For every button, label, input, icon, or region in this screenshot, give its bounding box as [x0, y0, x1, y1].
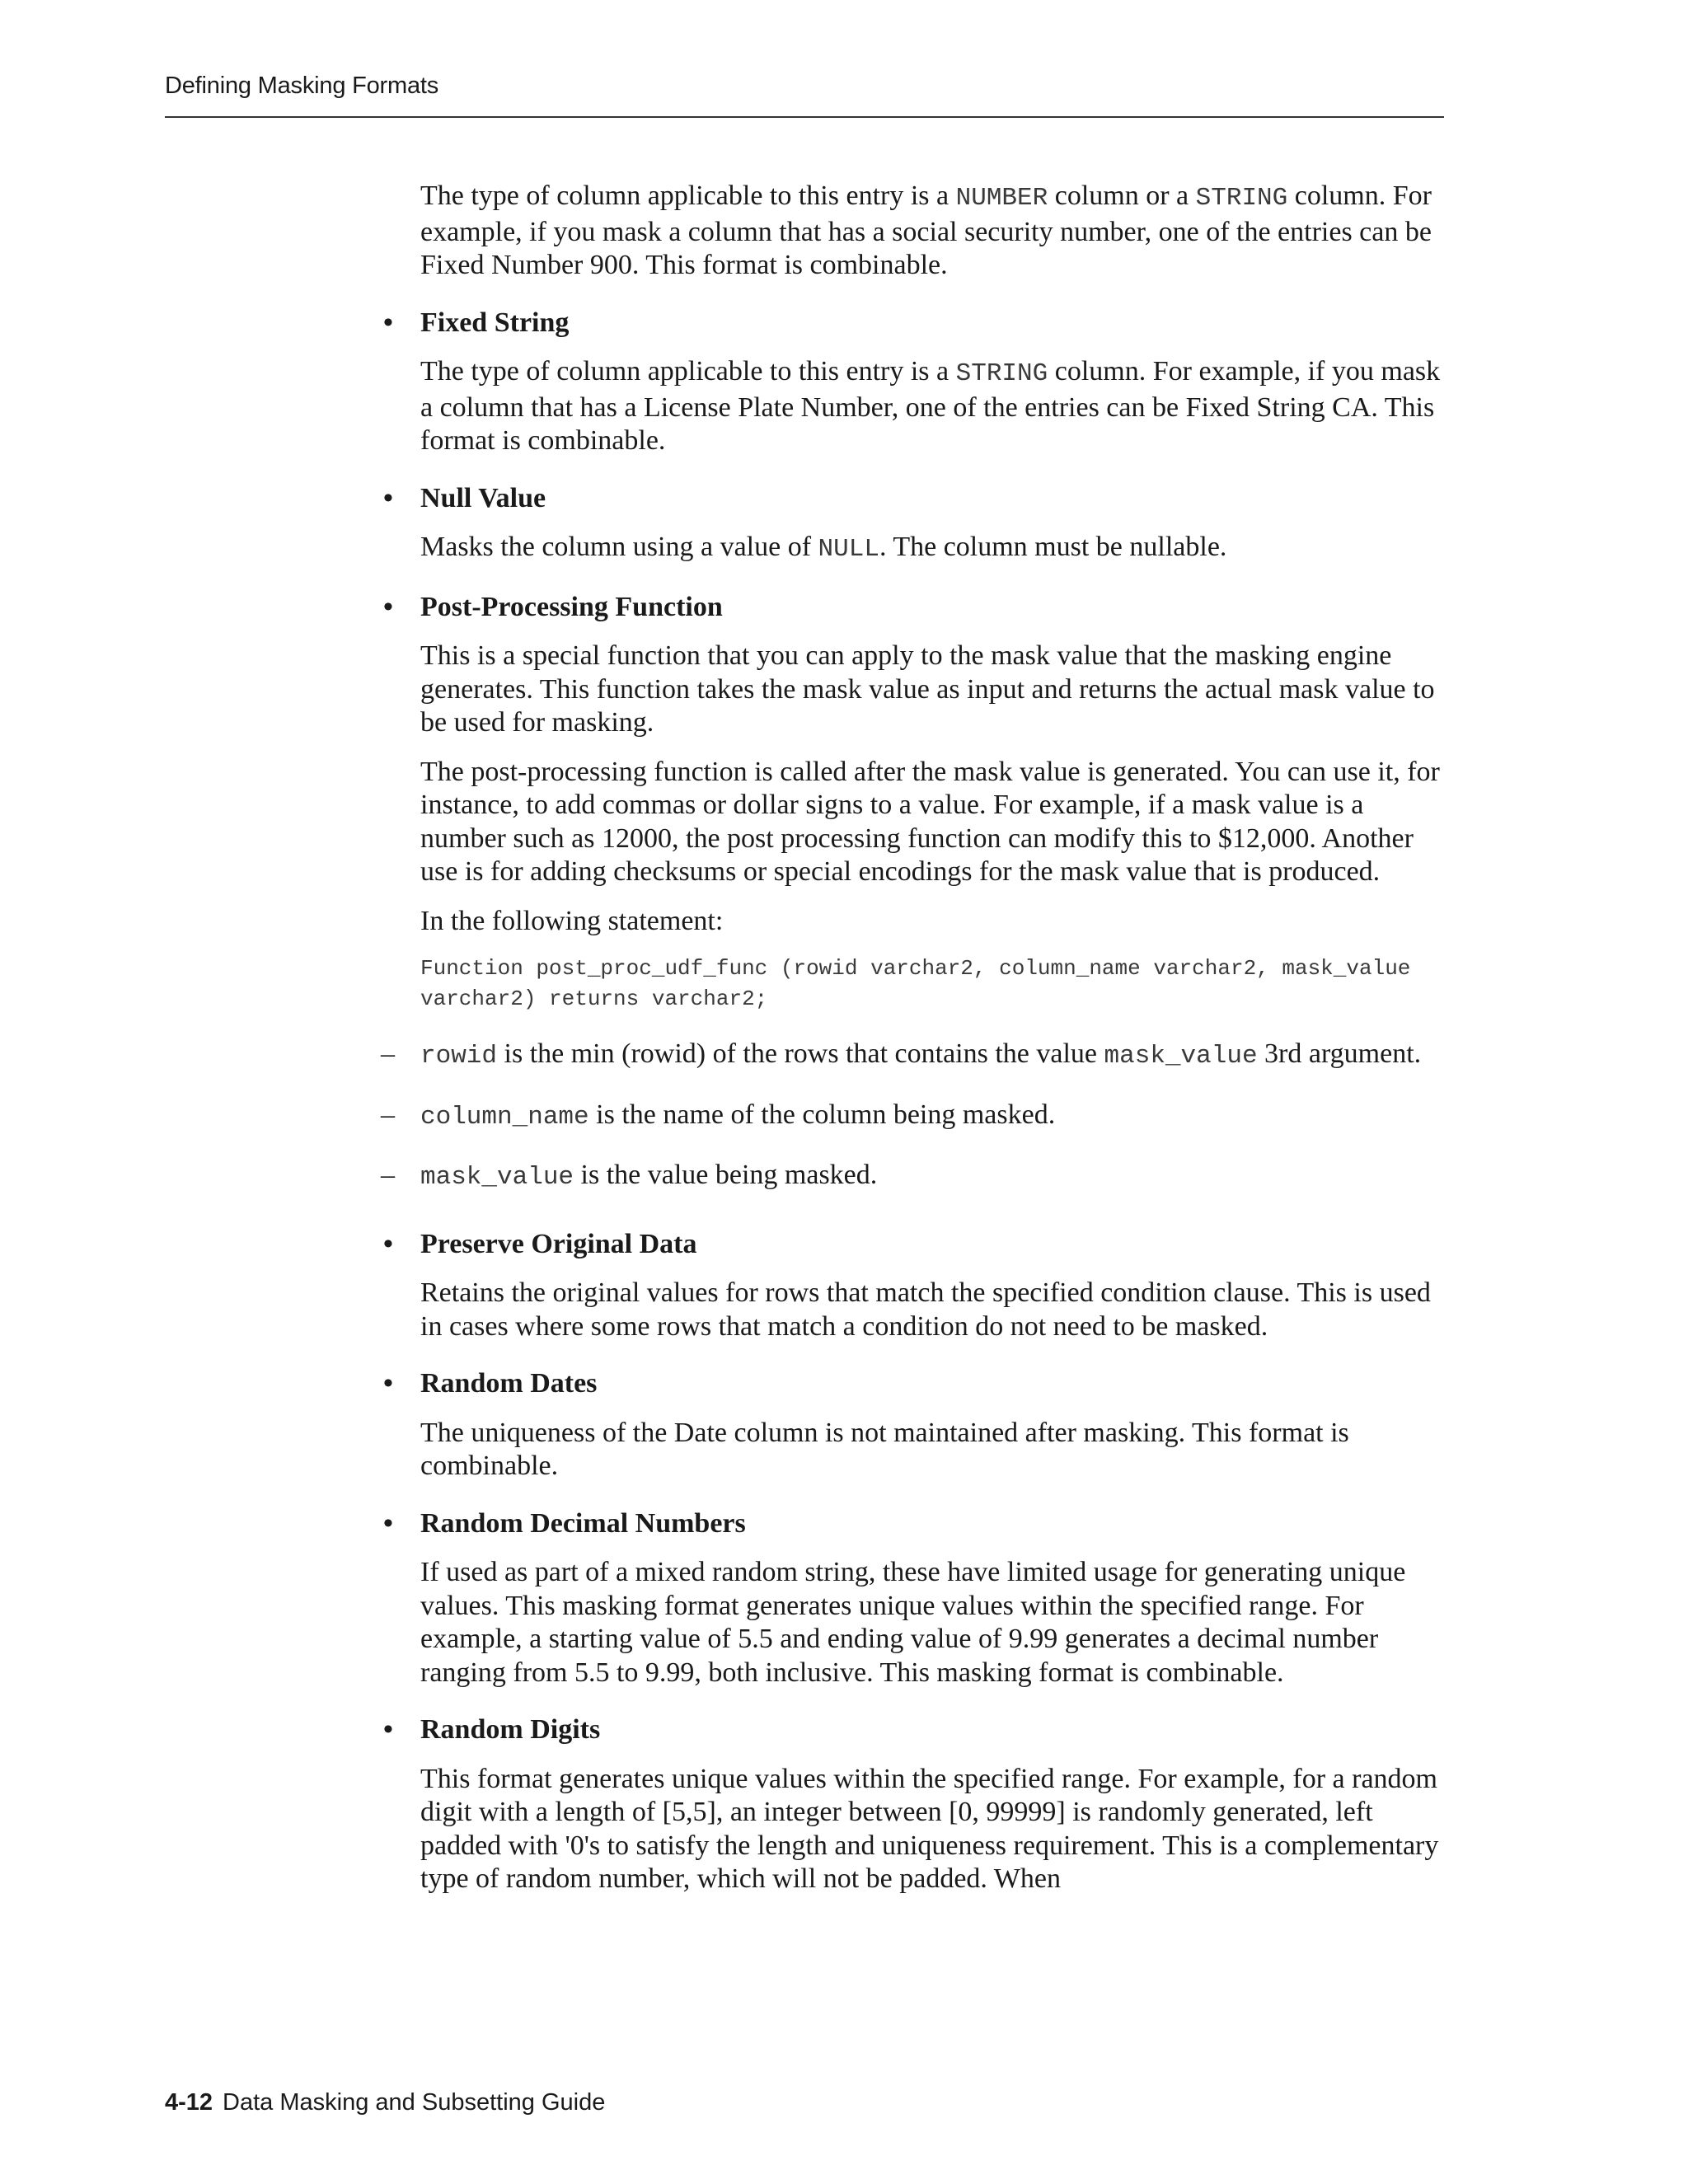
dash-icon: –	[381, 1099, 395, 1130]
item-paragraph: The post-processing function is called after the mask value is generated. You can use it, for instance, to add commas or dollar signs to a value. For example, if a mask value is a number such as 12000, the post processing function can modify this to $12,000. Another use is for adding checksums or special encodings for the mask value that is produced.	[420, 756, 1440, 887]
text-run: is the name of the column being masked.	[588, 1099, 1056, 1130]
list-item-fixed-string	[383, 298, 1442, 458]
code-rowid: rowid	[420, 1042, 498, 1071]
item-paragraph: Retains the original values for rows that match the specified condition clause. This is used in cases where some rows that match a condition do not need to be masked.	[420, 1277, 1431, 1342]
item-title-text: Random Decimal Numbers	[420, 1507, 746, 1539]
bullet-icon: •	[383, 482, 393, 513]
text-run: Masks the column using a value of	[420, 532, 818, 562]
code-mask-value: mask_value	[1104, 1042, 1258, 1071]
item-paragraph: In the following statement:	[420, 905, 724, 936]
list-item-preserve-original	[383, 1220, 1442, 1344]
item-title-text: Post-Processing Function	[420, 591, 723, 622]
intro-paragraph	[420, 180, 1442, 283]
code-string: STRING	[1195, 184, 1288, 213]
bullet-icon: •	[383, 591, 393, 622]
item-title-text: Fixed String	[420, 307, 570, 338]
item-heading	[383, 1359, 1442, 1401]
bullet-icon: •	[383, 1507, 393, 1539]
text-run: column. For example, if you mask a column that has a social security number, one of the entries can be Fixed Number 900. This format is combinable.	[420, 180, 1432, 280]
text-run: The type of column applicable to this entry is a	[420, 180, 956, 211]
list-item-random-decimal	[383, 1499, 1442, 1690]
item-heading	[383, 583, 1442, 625]
text-run: column. For example, if you mask a column that has a License Plate Number, one of the entries can be Fixed String CA. This format is combinable.	[420, 356, 1441, 456]
item-title-text: Random Dates	[420, 1368, 598, 1399]
sub-list-item-mask-value	[381, 1159, 1442, 1195]
dash-icon: –	[381, 1038, 395, 1069]
code-string: STRING	[955, 359, 1048, 388]
page-number: 4-12	[165, 2089, 213, 2116]
list-item-random-dates	[383, 1359, 1442, 1483]
sub-list-item-column-name	[381, 1099, 1442, 1135]
bullet-icon: •	[383, 1714, 393, 1745]
item-paragraph: The uniqueness of the Date column is not maintained after masking. This format is combinable.	[420, 1417, 1349, 1481]
page-body	[381, 180, 1442, 1912]
item-paragraph: This is a special function that you can apply to the mask value that the masking engine generates. This function takes the mask value as input and returns the actual mask value to be used for masking.	[420, 640, 1435, 738]
text-run: . The column must be nullable.	[879, 532, 1227, 562]
list-item-post-processing	[381, 583, 1442, 1195]
text-run: The type of column applicable to this entry is a	[420, 356, 956, 387]
item-title-text: Null Value	[420, 482, 546, 513]
list-item-random-digits	[383, 1705, 1442, 1896]
item-heading	[383, 298, 1442, 340]
item-title-text: Preserve Original Data	[420, 1228, 697, 1259]
running-footer	[165, 2089, 605, 2116]
bullet-icon: •	[383, 307, 393, 338]
code-null: NULL	[818, 535, 879, 564]
text-run: column or a	[1048, 180, 1196, 211]
text-run: 3rd argument.	[1257, 1038, 1422, 1069]
code-column-name: column_name	[420, 1102, 589, 1132]
dash-icon: –	[381, 1160, 395, 1190]
code-block: Function post_proc_udf_func (rowid varchar2, column_name varchar2, mask_value varchar2) returns varchar2;	[420, 956, 1411, 1011]
code-mask-value: mask_value	[420, 1163, 574, 1192]
item-heading	[383, 1705, 1442, 1747]
item-title-text: Random Digits	[420, 1714, 601, 1745]
text-run: is the min (rowid) of the rows that contains the value	[497, 1038, 1104, 1069]
bullet-icon: •	[383, 1228, 393, 1259]
item-paragraph: This format generates unique values within the specified range. For example, for a random digit with a length of [5,5], an integer between [0, 99999] is randomly generated, left padded with '0's to satisfy the length and uniqueness requirement. This is a complementary type of random number, which will not be padded. When	[420, 1763, 1439, 1894]
sub-list-item-rowid	[381, 1038, 1442, 1074]
item-heading	[383, 1220, 1442, 1262]
text-run: is the value being masked.	[574, 1160, 878, 1190]
item-paragraph: If used as part of a mixed random string, these have limited usage for generating unique values. This masking format generates unique values within the specified range. For example, a starting value of 5.5 and ending value of 9.99 generates a decimal number ranging from 5.5 to 9.99, both inclusive. This masking format is combinable.	[420, 1557, 1406, 1688]
item-paragraph	[420, 355, 1442, 458]
code-number: NUMBER	[955, 184, 1048, 213]
item-heading	[383, 1499, 1442, 1541]
book-title: Data Masking and Subsetting Guide	[223, 2089, 606, 2116]
list-item-null-value	[383, 474, 1442, 567]
item-heading	[383, 474, 1442, 516]
running-header: Defining Masking Formats	[165, 73, 439, 99]
header-rule	[165, 116, 1444, 118]
bullet-icon: •	[383, 1368, 393, 1399]
item-paragraph	[420, 531, 1442, 567]
